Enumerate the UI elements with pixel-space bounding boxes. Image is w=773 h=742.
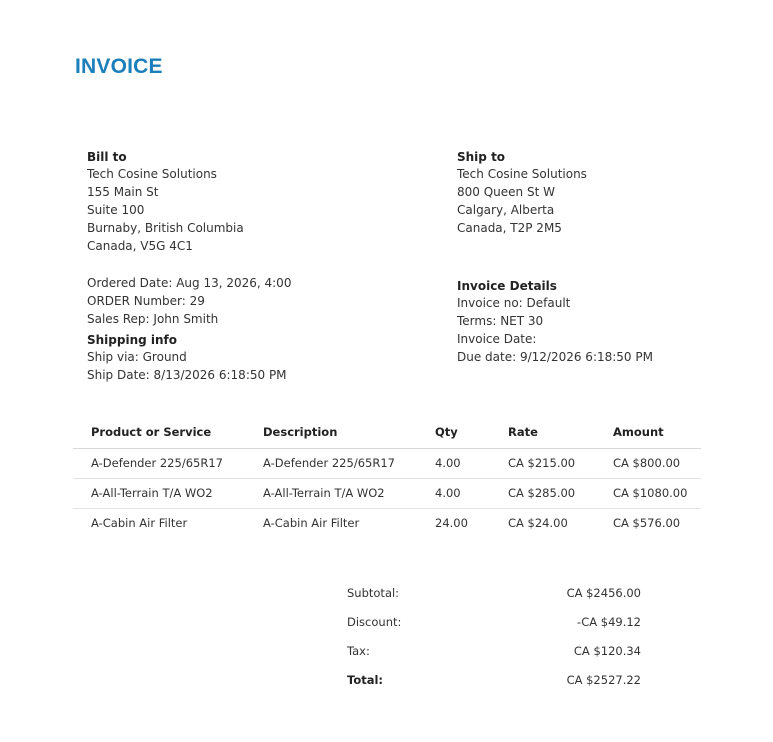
invoice-details-heading: Invoice Details	[457, 279, 557, 293]
bill-to-section	[87, 149, 244, 255]
totals-section	[347, 583, 641, 699]
sales-rep: Sales Rep: John Smith	[87, 312, 219, 326]
subtotal-value: CA $2456.00	[566, 586, 641, 600]
total-value: CA $2527.22	[566, 673, 641, 687]
cell-qty: 4.00	[435, 486, 461, 500]
cell-product: A-Defender 225/65R17	[91, 456, 223, 470]
cell-product: A-Cabin Air Filter	[91, 516, 188, 530]
cell-qty: 24.00	[435, 516, 468, 530]
ship-to-city: Calgary, Alberta	[457, 203, 555, 217]
cell-description: A-Defender 225/65R17	[263, 456, 395, 470]
cell-amount: CA $1080.00	[613, 486, 688, 500]
bill-to-company: Tech Cosine Solutions	[87, 167, 217, 181]
subtotal-row	[347, 583, 641, 612]
cell-qty: 4.00	[435, 456, 461, 470]
bill-to-city: Burnaby, British Columbia	[87, 221, 244, 235]
total-label: Total:	[347, 673, 384, 687]
cell-description: A-All-Terrain T/A WO2	[263, 486, 385, 500]
cell-product: A-All-Terrain T/A WO2	[91, 486, 213, 500]
order-info-section	[87, 274, 291, 328]
ship-to-country: Canada, T2P 2M5	[457, 221, 562, 235]
bill-to-country: Canada, V5G 4C1	[87, 239, 193, 253]
invoice-terms: Terms: NET 30	[457, 314, 544, 328]
table-row	[73, 509, 701, 538]
discount-row	[347, 612, 641, 641]
invoice-title: INVOICE	[75, 55, 163, 78]
cell-description: A-Cabin Air Filter	[263, 516, 360, 530]
table-header-row	[73, 419, 701, 449]
shipping-info-section	[87, 332, 287, 384]
bill-to-street: 155 Main St	[87, 185, 159, 199]
ship-to-heading: Ship to	[457, 150, 506, 164]
tax-value: CA $120.34	[573, 644, 641, 658]
col-header-description: Description	[263, 425, 338, 439]
total-row	[347, 670, 641, 699]
cell-amount: CA $576.00	[613, 516, 681, 530]
bill-to-suite: Suite 100	[87, 203, 145, 217]
ship-to-street: 800 Queen St W	[457, 185, 555, 199]
ship-date: Ship Date: 8/13/2026 6:18:50 PM	[87, 368, 287, 382]
discount-value: -CA $49.12	[577, 615, 641, 629]
invoice-date: Invoice Date:	[457, 332, 537, 346]
discount-label: Discount:	[347, 615, 402, 629]
ship-via: Ship via: Ground	[87, 350, 187, 364]
cell-rate: CA $24.00	[508, 516, 568, 530]
invoice-details-section	[457, 278, 653, 366]
col-header-amount: Amount	[613, 425, 664, 439]
ordered-date: Ordered Date: Aug 13, 2026, 4:00	[87, 276, 292, 290]
ship-to-section	[457, 149, 587, 237]
col-header-qty: Qty	[435, 425, 458, 439]
bill-to-heading: Bill to	[87, 150, 127, 164]
invoice-number: Invoice no: Default	[457, 296, 571, 310]
line-items-table	[73, 419, 701, 538]
cell-amount: CA $800.00	[613, 456, 681, 470]
tax-row	[347, 641, 641, 670]
table-row	[73, 479, 701, 509]
ship-to-company: Tech Cosine Solutions	[457, 167, 587, 181]
due-date: Due date: 9/12/2026 6:18:50 PM	[457, 350, 653, 364]
cell-rate: CA $215.00	[508, 456, 576, 470]
cell-rate: CA $285.00	[508, 486, 576, 500]
tax-label: Tax:	[347, 644, 370, 658]
order-number: ORDER Number: 29	[87, 294, 205, 308]
col-header-product: Product or Service	[91, 425, 212, 439]
shipping-info-heading: Shipping info	[87, 333, 178, 347]
col-header-rate: Rate	[508, 425, 538, 439]
table-row	[73, 449, 701, 479]
subtotal-label: Subtotal:	[347, 586, 400, 600]
